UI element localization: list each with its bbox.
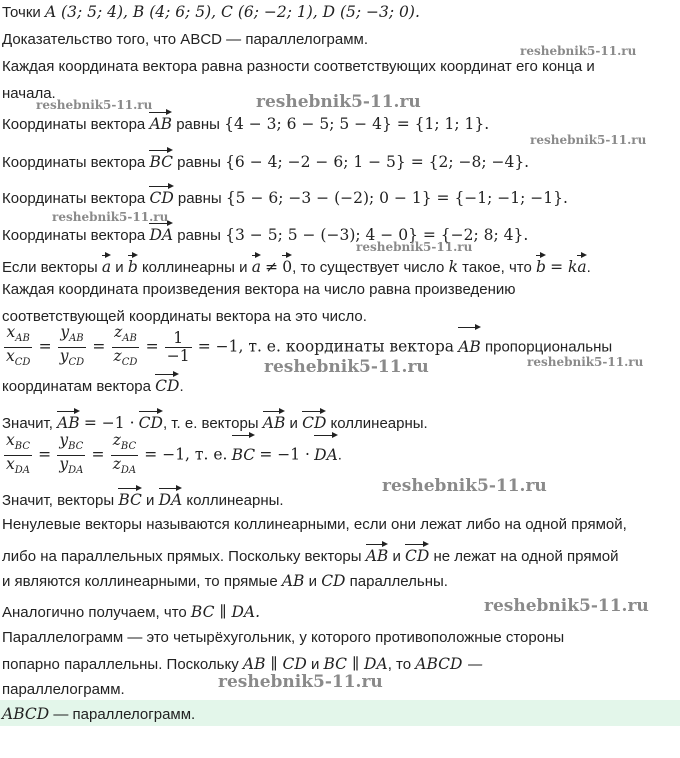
watermark: reshebnik5-11.ru <box>218 672 383 692</box>
coll-if: Если векторы <box>2 259 98 276</box>
watermark: reshebnik5-11.ru <box>484 596 649 616</box>
proof-intro: Доказательство того, что ABCD — параллелограмм. <box>2 31 369 48</box>
bc-par-da: BC ∥ DA. <box>190 603 261 621</box>
ie-vectors: , т. е. векторы <box>162 415 259 432</box>
nonzero-3a: и являются коллинеарными, то прямые <box>2 573 278 590</box>
vector-bc: BC <box>118 487 142 510</box>
vector-bc: BC <box>149 149 173 172</box>
fraction-x: $\frac{x_{BC}}{x_{DA}}$ <box>6 431 30 477</box>
equal-word: равны <box>177 227 221 244</box>
nonzero-line-3 <box>2 571 448 592</box>
vector-a: a <box>577 254 586 277</box>
para-2a: попарно параллельны. Поскольку <box>2 656 239 673</box>
vector-a: a <box>102 254 111 277</box>
watermark: reshebnik5-11.ru <box>36 98 153 112</box>
fraction-z: $\frac{z_{AB}}{z_{CD}}$ <box>113 323 138 369</box>
watermark: reshebnik5-11.ru <box>520 44 637 58</box>
cd-calc: {5 − 6; −3 − (−2); 0 − 1} = {−1; −1; −1}. <box>225 189 568 207</box>
fraction-row-2: $\frac{x_{BC}}{x_{DA}}$ = $\frac{y_{BC}}{y_{DA}}$ = $\frac{z_{BC}}{z_{DA}}$ = −1, т. е. BC = −1 · DA. <box>2 432 342 479</box>
para-2c: ABCD — <box>415 655 483 673</box>
proportional-word: пропорциональны <box>485 338 613 356</box>
watermark: reshebnik5-11.ru <box>256 92 421 112</box>
equal-word: равны <box>177 154 221 171</box>
vector-da: DA <box>159 487 183 510</box>
eq-sign: = <box>38 337 52 356</box>
equal-word: равны <box>177 190 222 207</box>
answer-text: — параллелограмм. <box>53 706 196 723</box>
collinear-condition: Если векторы a и b коллинеарны и a ≠ 0, то существует число k такое, что b = ka. <box>2 254 591 278</box>
and-word: и <box>115 259 124 276</box>
vector-cd: CD <box>405 543 429 566</box>
watermark: reshebnik5-11.ru <box>356 240 473 254</box>
coord-label: Координаты вектора <box>2 190 146 207</box>
watermark: reshebnik5-11.ru <box>52 210 169 224</box>
vector-a: a <box>252 254 261 277</box>
vector-b: b <box>536 254 546 277</box>
eq-k: = k <box>550 258 578 276</box>
vector-bc: BC <box>232 434 256 473</box>
vector-ab: AB <box>263 410 286 433</box>
watermark: reshebnik5-11.ru <box>264 357 429 377</box>
frac1-result: = −1, т. е. координаты вектора <box>197 337 455 356</box>
nonzero-3b: параллельны. <box>349 573 448 590</box>
coord-label: Координаты вектора <box>2 116 146 133</box>
eq-sign: = <box>91 445 105 464</box>
eq-sign: = <box>38 445 52 464</box>
vector-ab: AB <box>149 111 172 134</box>
collinear-word: коллинеарны. <box>186 492 284 509</box>
watermark: reshebnik5-11.ru <box>382 476 547 496</box>
bc-eq-da: = −1 · <box>259 445 310 464</box>
equal-word: равны <box>176 116 220 133</box>
so-vectors: Значит, векторы <box>2 492 115 509</box>
bc-par-da-2: BC ∥ DA <box>323 655 388 673</box>
nonzero-line-2 <box>2 543 619 567</box>
watermark: reshebnik5-11.ru <box>527 355 644 369</box>
coords-of-vector: координатам вектора <box>2 378 151 395</box>
para-line-1: Параллелограмм — это четырёхугольник, у которого противоположные стороны <box>2 629 565 646</box>
vector-cd: CD <box>155 373 179 396</box>
eq-sign: = <box>92 337 106 356</box>
points-line <box>2 2 420 23</box>
para-line-3: параллелограмм. <box>2 681 125 698</box>
vector-bc-coords <box>2 149 529 173</box>
line-ab: AB <box>281 572 305 590</box>
vector-zero: 0 <box>282 254 292 277</box>
coords-of-cd: координатам вектора CD. <box>2 373 184 397</box>
vector-ab: AB <box>57 410 80 433</box>
nonzero-2b: не лежат на одной прямой <box>433 548 619 565</box>
vector-ab: AB <box>366 543 389 566</box>
fraction-z: $\frac{z_{BC}}{z_{DA}}$ <box>112 431 137 477</box>
collinear-word: коллинеарны. <box>330 415 428 432</box>
vector-cd: CD <box>139 410 163 433</box>
k-letter: k <box>448 258 458 276</box>
so-word: Значит, <box>2 415 53 432</box>
neq-sign: ≠ <box>265 258 279 276</box>
coord-label: Координаты вектора <box>2 154 146 171</box>
vector-da: DA <box>314 434 338 473</box>
rule-line-2: начала. <box>2 85 56 102</box>
bc-calc: {6 − 4; −2 − 6; 1 − 5} = {2; −8; −4}. <box>225 153 530 171</box>
coll-mid: коллинеарны и <box>141 259 248 276</box>
and-word: и <box>289 415 298 432</box>
mult-line-2: соответствующей координаты вектора на это число. <box>2 308 367 325</box>
and-word: и <box>392 548 401 565</box>
nonzero-line-1: Ненулевые векторы называются коллинеарными, если они лежат либо на одной прямой, <box>2 516 627 533</box>
points-label: Точки <box>2 4 41 21</box>
and-word: и <box>310 656 320 673</box>
vector-cd: CD <box>149 185 173 208</box>
and-word: и <box>308 573 318 590</box>
frac2-result: = −1, т. е. <box>144 445 228 464</box>
watermark: reshebnik5-11.ru <box>530 133 647 147</box>
fraction-ratio: $\frac{1}{-1}$ <box>166 329 190 366</box>
similar-line <box>2 602 260 623</box>
and-word: и <box>146 492 155 509</box>
nonzero-2a: либо на параллельных прямых. Поскольку векторы <box>2 548 362 565</box>
fraction-x: $\frac{x_{AB}}{x_{CD}}$ <box>6 323 31 369</box>
ab-calc: {4 − 3; 6 − 5; 5 − 4} = {1; 1; 1}. <box>224 115 490 133</box>
ab-eq-cd: = −1 · <box>83 414 135 432</box>
fraction-y: $\frac{y_{AB}}{y_{CD}}$ <box>59 323 85 369</box>
coord-label: Координаты вектора <box>2 227 146 244</box>
vector-b: b <box>128 254 138 277</box>
answer-line <box>2 704 195 725</box>
points-values: A (3; 5; 4), B (4; 6; 5), C (6; −2; 1), D (5; −3; 0). <box>44 3 420 21</box>
para-2b: , то <box>387 656 412 673</box>
coll-such: такое, что <box>462 259 532 276</box>
line-cd: CD <box>321 572 346 590</box>
coll-then: , то существует число <box>292 259 445 276</box>
vector-cd: CD <box>302 410 326 433</box>
vector-ab-coords <box>2 111 489 135</box>
answer-abcd: ABCD <box>2 705 50 723</box>
similar-text: Аналогично получаем, что <box>2 604 187 621</box>
rule-line-1: Каждая координата вектора равна разности соответствующих координат его конца и <box>2 58 595 75</box>
vector-ab: AB <box>458 326 481 365</box>
fraction-y: $\frac{y_{BC}}{y_{DA}}$ <box>59 431 84 477</box>
da-calc: {3 − 5; 5 − (−3); 4 − 0} = {−2; 8; 4}. <box>225 226 529 244</box>
vector-cd-coords <box>2 185 568 209</box>
eq-sign: = <box>145 337 159 356</box>
bc-da-collinear <box>2 487 284 511</box>
vector-da: DA <box>149 222 173 245</box>
ab-par-cd: AB ∥ CD <box>242 655 307 673</box>
mult-line-1: Каждая координата произведения вектора на число равна произведению <box>2 281 516 298</box>
